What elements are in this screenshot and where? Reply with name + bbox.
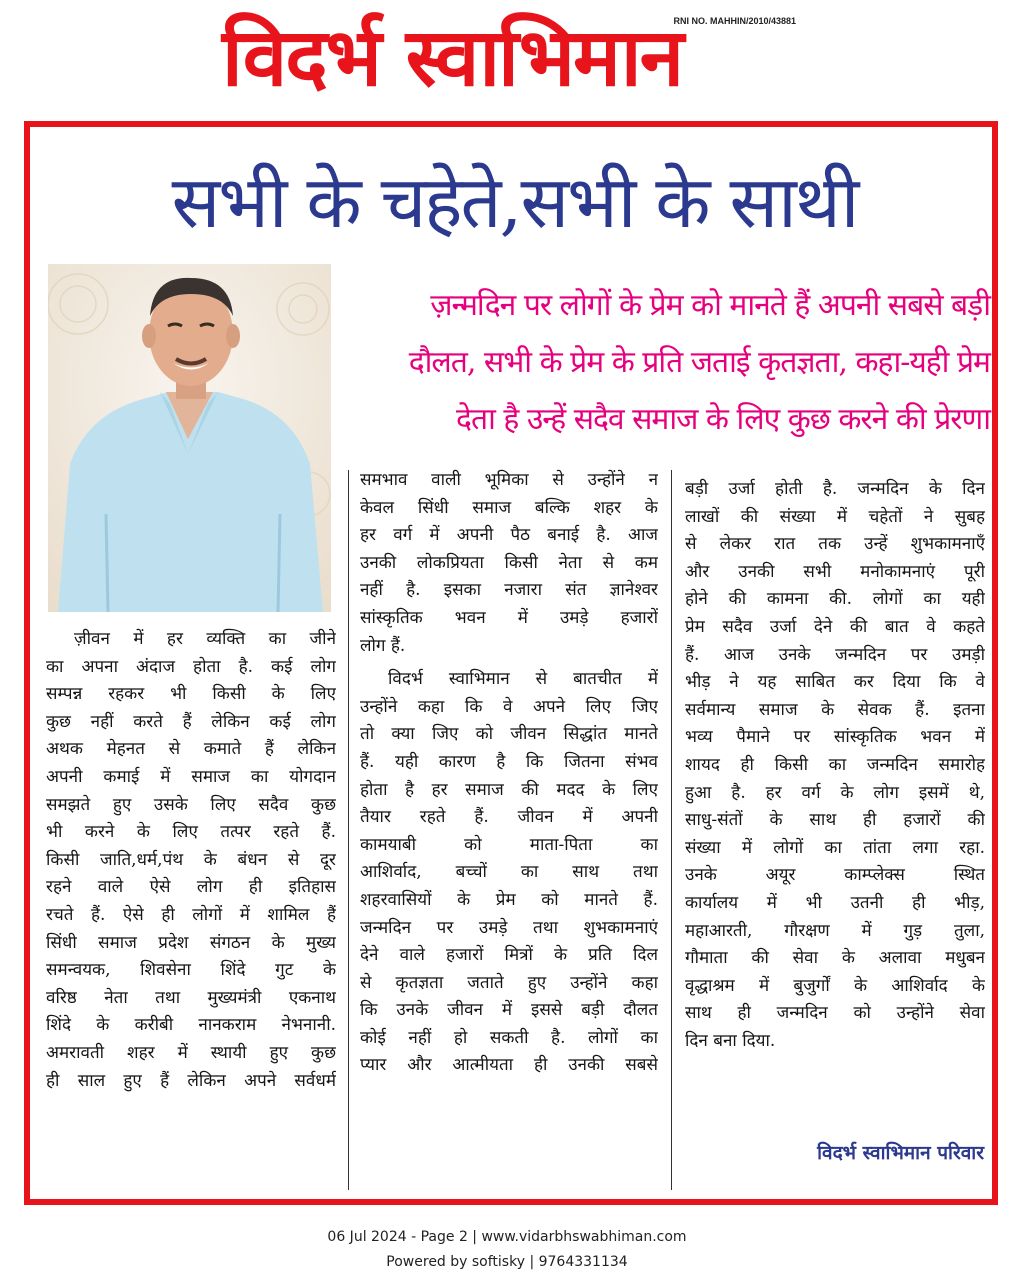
body-line: हर वर्ग में अपनी पैठ बनाई है. आज [360,525,658,546]
body-line: समझते हुए उसके लिए सदैव कुछ [46,794,336,815]
body-line: गौमाता की सेवा के अलावा मधुबन [685,948,985,969]
body-line: संख्या में लोगों का तांता लगा रहा. [685,837,985,858]
deck-line: दौलत, सभी के प्रेम के प्रति जताई कृतज्ञता, कहा-यही प्रेम [408,345,990,380]
article-column-1 [46,626,336,1095]
rni-number: RNI NO. MAHHIN/2010/43881 [673,16,796,26]
body-line: कोई नहीं हो सकती है. लोगों का [360,1027,658,1048]
footer-powered-by: Powered by softisky | 9764331134 [386,1254,628,1270]
body-line: से कृतज्ञता जताते हुए उन्होंने कहा [360,972,658,993]
masthead-logo: विदर्भ स्वाभिमान [222,11,683,104]
footer-date-url: 06 Jul 2024 - Page 2 | www.vidarbhswabhiman.com [327,1229,687,1245]
article-headline: सभी के चहेते,सभी के साथी [171,160,858,244]
body-line: किसी जाति,धर्म,पंथ के बंधन से दूर [46,849,336,870]
column-divider [671,470,672,1190]
body-line: रहने वाले ऐसे लोग ही इतिहास [46,877,336,898]
body-line: प्रेम सदैव उर्जा देने की बात वे कहते [685,616,985,637]
body-line: भीड़ ने यह साबित कर दिया कि वे [685,672,985,693]
body-line: आशिर्वाद, बच्चों का साथ तथा [360,862,658,883]
body-line: शहरवासियों के प्रेम को मानते हैं. [360,889,658,910]
body-line: सिंधी समाज प्रदेश संगठन के मुख्य [46,932,336,953]
body-line: जन्मदिन पर उमड़े तथा शुभकामनाएं [360,917,658,938]
body-line: ही साल हुए हैं लेकिन अपने सर्वधर्म [46,1070,336,1091]
portrait-photo [48,264,331,612]
body-line: रचते हैं. ऐसे ही लोगों में शामिल हैं [46,904,336,925]
article-signature: विदर्भ स्वाभिमान परिवार [817,1142,984,1164]
body-line: हैं. यही कारण है कि जितना संभव [360,751,658,772]
body-line: सम्पन्न रहकर भी किसी के लिए [46,684,336,705]
body-line: हुआ है. हर वर्ग के लोग इसमें थे, [685,782,985,803]
body-line: समन्वयक, शिवसेना शिंदे गुट के [46,960,336,981]
body-line: प्यार और आत्मीयता ही उनकी सबसे [360,1055,658,1076]
article-deck [360,277,990,448]
body-line: केवल सिंधी समाज बल्कि शहर के [360,497,658,518]
body-line: सांस्कृतिक भवन में उमड़े हजारों [360,607,658,628]
body-line: कामयाबी को माता-पिता का [360,834,658,855]
body-line: तैयार रहते हैं. जीवन में अपनी [360,807,658,828]
body-line: शायद ही किसी का जन्मदिन समारोह [685,754,985,775]
body-line: अपनी कमाई में समाज का योगदान [46,766,336,787]
body-line: भव्य पैमाने पर सांस्कृतिक भवन में [685,727,985,748]
deck-line: देता है उन्हें सदैव समाज के लिए कुछ करने की प्रेरणा [456,402,990,437]
body-line: विदर्भ स्वाभिमान से बातचीत में [388,669,658,690]
portrait-illustration [48,264,331,612]
body-line: लोग हैं. [360,635,406,656]
body-line: कुछ नहीं करते हैं लेकिन कई लोग [46,711,336,732]
body-line: लाखों की संख्या में चहेतों ने सुबह [685,506,985,527]
body-line: समभाव वाली भूमिका से उन्होंने न [360,470,658,490]
body-line: होता है हर समाज की मदद के लिए [360,779,658,800]
body-line: कि उनके जीवन में इससे बड़ी दौलत [360,1000,658,1021]
body-line: उनकी लोकप्रियता किसी नेता से कम [360,552,658,573]
deck-line: ज़न्मदिन पर लोगों के प्रेम को मानते हैं अपनी सबसे बड़ी [430,288,990,323]
article-column-3 [685,476,985,1055]
body-line: उनके अयूर काम्प्लेक्स स्थित [685,865,985,886]
body-line: दिन बना दिया. [685,1030,776,1051]
body-line: तो क्या जिए को जीवन सिद्धांत मानते [360,724,658,745]
body-line: सर्वमान्य समाज के सेवक हैं. इतना [685,699,985,720]
body-line: अथक मेहनत से कमाते हैं लेकिन [46,739,336,760]
article-column-2 [360,467,658,1080]
masthead [222,6,796,110]
body-line: से लेकर रात तक उन्हें शुभकामनाएँ [685,534,985,555]
body-line: का अपना अंदाज होता है. कई लोग [46,656,336,677]
body-line: वृद्धाश्रम में बुजुर्गों के आशिर्वाद के [685,975,985,996]
body-line: हैं. आज उनके जन्मदिन पर उमड़ी [685,644,985,665]
body-line: उन्होंने कहा कि वे अपने लिए जिए [360,696,658,717]
body-line: और उनकी सभी मनोकामनाएं पूरी [685,561,985,582]
body-line: भी करने के लिए तत्पर रहते हैं. [46,822,336,843]
body-line: कार्यालय में भी उतनी ही भीड़, [685,892,985,913]
body-line: बड़ी उर्जा होती है. जन्मदिन के दिन [685,479,985,499]
body-line: शिंदे के करीबी नानकराम नेभनानी. [46,1015,336,1036]
body-line: ज़ीवन में हर व्यक्ति का जीने [74,629,336,649]
body-line: देने वाले हजारों मित्रों के प्रति दिल [360,945,658,966]
column-divider [348,470,349,1190]
body-line: साथ ही जन्मदिन को उन्होंने सेवा [685,1003,985,1024]
body-line: अमरावती शहर में स्थायी हुए कुछ [46,1042,336,1063]
body-line: वरिष्ठ नेता तथा मुख्यमंत्री एकनाथ [46,987,336,1008]
body-line: साधु-संतों के साथ ही हजारों की [685,810,985,831]
body-line: महाआरती, गौरक्षण में गुड़ तुला, [685,920,985,941]
body-line: नहीं है. इसका नजारा संत ज्ञानेश्वर [360,580,658,601]
article-frame [24,121,998,1205]
body-line: होने की कामना की. लोगों का यही [685,589,985,610]
